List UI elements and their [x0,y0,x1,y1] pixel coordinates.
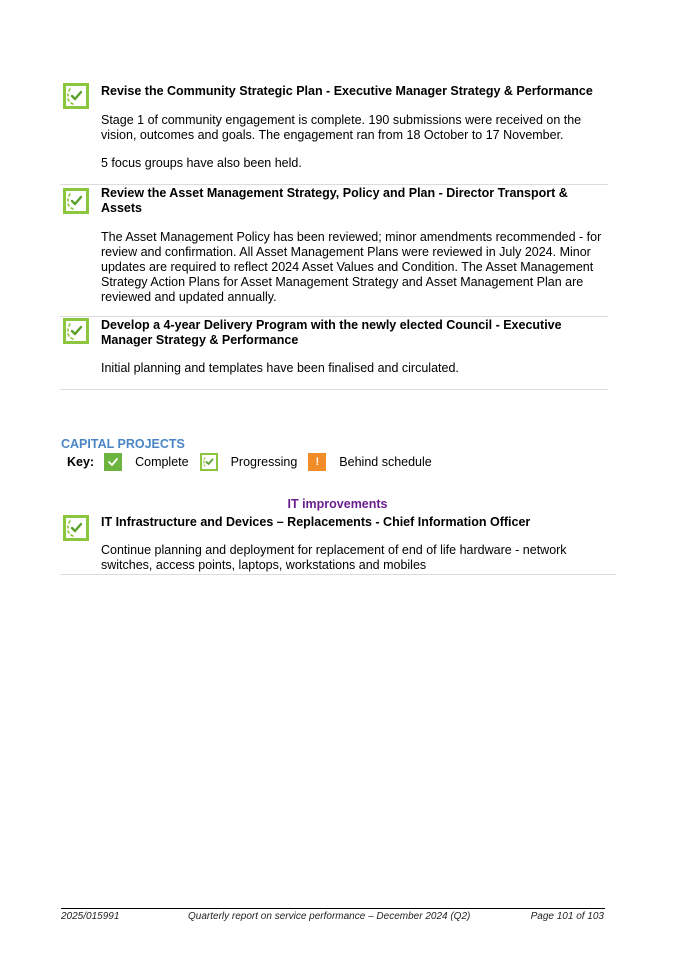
footer-report-title: Quarterly report on service performance – December 2024 (Q2) [188,911,471,922]
action-paragraph: The Asset Management Policy has been reviewed; minor amendments recommended - for review and confirmation. All Asset Management Plans were reviewed in July 2024. Minor updates are required to reflect 2024 Asset Values and Condition. The Asset Management Strategy Action Plans for Asset Management Strategy and Asset Management Plan are reviewed and updated annually. [101,230,602,304]
action-paragraph: Stage 1 of community engagement is complete. 190 submissions were received on the vision, outcomes and goals. The engagement ran from 18 October to 17 November. [101,113,582,142]
category-heading: IT improvements [287,497,388,511]
action-paragraph: Initial planning and templates have been finalised and circulated. [101,361,459,375]
action-title: Review the Asset Management Strategy, Policy and Plan - Director Transport & Assets [101,186,568,215]
progressing-check-icon [200,453,218,471]
divider [60,389,608,390]
progressing-check-icon [63,188,89,214]
action-item [60,185,608,310]
key-item-label: Complete [135,455,189,469]
action-title: Develop a 4-year Delivery Program with the newly elected Council - Executive Manager Strategy & Performance [101,318,562,347]
key-label: Key: [67,455,95,469]
check-icon [104,453,122,471]
action-title: Revise the Community Strategic Plan - Executive Manager Strategy & Performance [101,84,593,98]
action-paragraph: 5 focus groups have also been held. [101,156,302,170]
action-item [60,80,608,180]
progressing-check-icon [63,515,89,541]
progressing-check-icon [63,318,89,344]
progressing-check-icon [63,83,89,109]
project-paragraph: Continue planning and deployment for replacement of end of life hardware - network switches, access points, laptops, workstations and mobiles [101,543,567,572]
status-key [67,452,443,472]
key-item-label: Progressing [230,455,298,469]
footer-doc-number: 2025/015991 [61,911,120,922]
key-item-label: Behind schedule [339,455,432,469]
divider [60,574,616,575]
project-title: IT Infrastructure and Devices – Replacements - Chief Information Officer [101,515,531,529]
footer-rule [61,908,605,909]
section-heading: CAPITAL PROJECTS [61,437,185,451]
action-item [60,317,608,389]
project-item [60,513,608,573]
footer-page-number: Page 101 of 103 [530,911,604,922]
exclamation-icon: ! [308,453,326,471]
